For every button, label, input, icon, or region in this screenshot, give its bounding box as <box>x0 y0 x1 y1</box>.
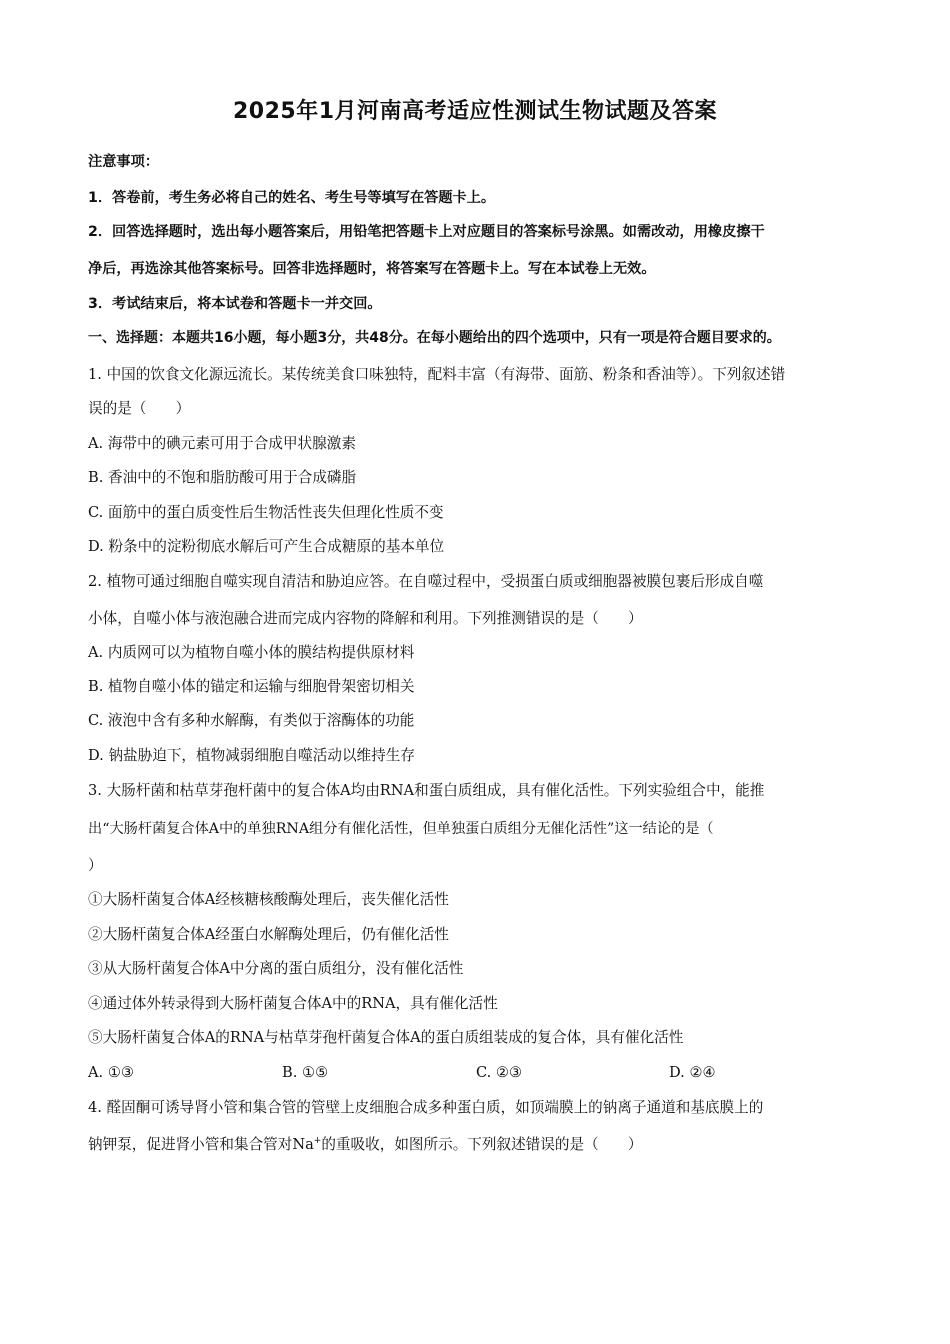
notice-item-3: 3．考试结束后，将本试卷和答题卡一并交回。 <box>88 296 382 312</box>
q3-option-b: B. ①⑤ <box>282 1064 329 1081</box>
q3-option-a: A. ①③ <box>88 1064 134 1081</box>
q2-stem-line-2: 小体，自噬小体与液泡融合进而完成内容物的降解和利用。下列推测错误的是（ ） <box>88 610 643 627</box>
notice-item-1: 1．答卷前，考生务必将自己的姓名、考生号等填写在答题卡上。 <box>88 190 496 206</box>
q4-stem-line-1: 4. 醛固酮可诱导肾小管和集合管的管壁上皮细胞合成多种蛋白质，如顶端膜上的钠离子通道和基底膜上的 <box>88 1099 764 1116</box>
q3-stem-line-3: ） <box>88 857 103 874</box>
notice-heading: 注意事项： <box>88 154 159 170</box>
q2-option-c: C. 液泡中含有多种水解酶，有类似于溶酶体的功能 <box>88 712 415 729</box>
q4-stem-line-2-tail: 的重吸收，如图所示。下列叙述错误的是（ ） <box>321 1136 643 1153</box>
q2-option-a: A. 内质网可以为植物自噬小体的膜结构提供原材料 <box>88 644 415 661</box>
notice-item-2-line-1: 2．回答选择题时，选出每小题答案后，用铅笔把答题卡上对应题目的答案标号涂黑。如需改动，用橡皮擦干 <box>88 224 765 240</box>
q1-option-b: B. 香油中的不饱和脂肪酸可用于合成磷脂 <box>88 469 357 486</box>
q1-stem-line-1: 1. 中国的饮食文化源远流长。某传统美食口味独特，配料丰富（有海带、面筋、粉条和香油等）。下列叙述错 <box>88 366 786 383</box>
q3-statement-5: ⑤大肠杆菌复合体A的RNA与枯草芽孢杆菌复合体A的蛋白质组装成的复合体，具有催化活性 <box>88 1029 684 1046</box>
q3-statement-1: ①大肠杆菌复合体A经核糖核酸酶处理后，丧失催化活性 <box>88 891 449 908</box>
q4-stem-line-2 <box>88 1135 878 1155</box>
q3-stem-line-2: 出“大肠杆菌复合体A中的单独RNA组分有催化活性，但单独蛋白质组分无催化活性”这一结论的是（ <box>88 821 714 837</box>
q4-stem-line-2-text: 钠钾泵，促进肾小管和集合管对Na <box>88 1136 314 1153</box>
q3-stem-line-1: 3. 大肠杆菌和枯草芽孢杆菌中的复合体A均由RNA和蛋白质组成，具有催化活性。下列实验组合中，能推 <box>88 782 765 799</box>
q3-statement-2: ②大肠杆菌复合体A经蛋白水解酶处理后，仍有催化活性 <box>88 926 449 943</box>
q1-option-a: A. 海带中的碘元素可用于合成甲状腺激素 <box>88 435 356 452</box>
q2-stem-line-1: 2. 植物可通过细胞自噬实现自清洁和胁迫应答。在自噬过程中，受损蛋白质或细胞器被膜包裹后形成自噬 <box>88 573 764 590</box>
section-1-heading: 一、选择题：本题共16小题，每小题3分，共48分。在每小题给出的四个选项中，只有一项是符合题目要求的。 <box>88 330 781 346</box>
q1-stem-line-2: 误的是（ ） <box>88 400 191 417</box>
sodium-charge-superscript: + <box>313 1136 322 1147</box>
q2-option-b: B. 植物自噬小体的锚定和运输与细胞骨架密切相关 <box>88 678 415 695</box>
notice-item-2-line-2: 净后，再选涂其他答案标号。回答非选择题时，将答案写在答题卡上。写在本试卷上无效。 <box>88 261 656 277</box>
q3-statement-4: ④通过体外转录得到大肠杆菌复合体A中的RNA，具有催化活性 <box>88 995 498 1012</box>
q3-statement-3: ③从大肠杆菌复合体A中分离的蛋白质组分，没有催化活性 <box>88 960 464 977</box>
q2-option-d: D. 钠盐胁迫下，植物减弱细胞自噬活动以维持生存 <box>88 747 415 764</box>
q3-option-c: C. ②③ <box>476 1064 523 1081</box>
page-title: 2025年1月河南高考适应性测试生物试题及答案 <box>232 99 718 124</box>
q1-option-d: D. 粉条中的淀粉彻底水解后可产生合成糖原的基本单位 <box>88 538 445 555</box>
q3-option-d: D. ②④ <box>669 1064 716 1081</box>
q1-option-c: C. 面筋中的蛋白质变性后生物活性丧失但理化性质不变 <box>88 504 444 521</box>
